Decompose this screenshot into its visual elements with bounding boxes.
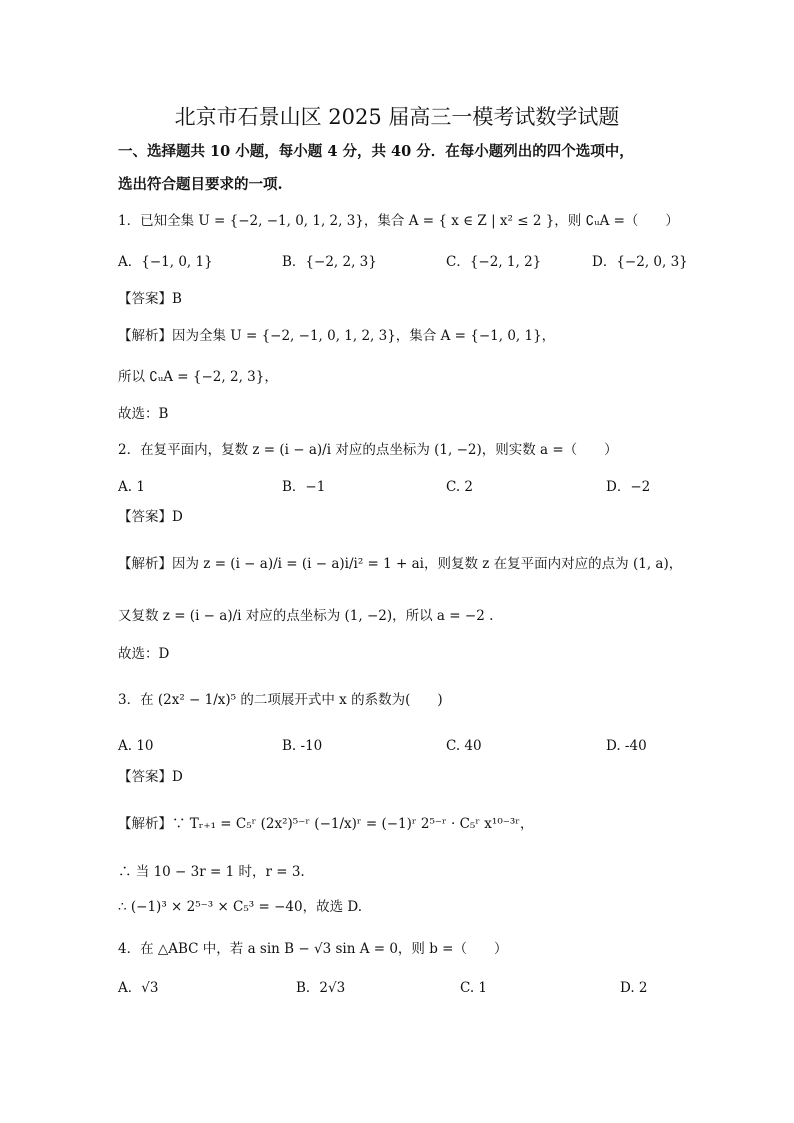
question-4-option-c: C. 1 [460,980,488,996]
question-2-option-c: C. 2 [446,479,474,495]
question-3-option-a: A. 10 [118,738,154,754]
question-2-option-d: D．−2 [606,479,651,495]
question-1-analysis-line-2: 所以 ∁ᵤA = {−2, 2, 3}， [118,369,278,385]
section-heading-line-2: 选出符合题目要求的一项. [118,176,283,193]
section-heading-line-1: 一、选择题共 10 小题，每小题 4 分，共 40 分．在每小题列出的四个选项中， [118,143,634,160]
question-1-answer: 【答案】B [118,291,182,307]
question-4-option-d: D. 2 [620,980,648,996]
page-title: 北京市石景山区 2025 届高三一模考试数学试题 [174,105,620,129]
question-2-answer: 【答案】D [118,509,183,525]
question-3-option-c: C. 40 [446,738,482,754]
question-2-option-a: A. 1 [118,479,145,495]
question-2-stem: 2．在复平面内，复数 z = (i − a)/i 对应的点坐标为 (1, −2)，则实数 a =（ ） [118,442,618,458]
question-2-analysis-line-1: 【解析】因为 z = (i − a)/i = (i − a)i/i² = 1 + ai，则复数 z 在复平面内对应的点为 (1, a)， [118,556,683,572]
question-1-analysis-line-3: 故选：B [118,406,169,422]
question-3-answer: 【答案】D [118,769,183,785]
question-3-analysis-line-3: ∴ (−1)³ × 2⁵⁻³ × C₅³ = −40，故选 D. [118,899,363,915]
question-1-analysis-line-1: 【解析】因为全集 U = {−2, −1, 0, 1, 2, 3}，集合 A = {−1, 0, 1}， [118,328,556,344]
question-2-option-b: B．−1 [282,479,326,495]
question-4-stem: 4．在 △ABC 中，若 a sin B − √3 sin A = 0，则 b =（ ） [118,941,508,957]
question-1-option-b: B．{−2, 2, 3} [282,254,377,270]
question-4-option-a: A．√3 [118,980,159,996]
question-1-option-c: C．{−2, 1, 2} [446,254,542,270]
question-3-analysis-line-1: 【解析】∵ Tᵣ₊₁ = C₅ʳ (2x²)⁵⁻ʳ (−1/x)ʳ = (−1)ʳ 2⁵⁻ʳ · C₅ʳ x¹⁰⁻³ʳ， [118,816,534,832]
question-3-stem: 3．在 (2x² − 1/x)⁵ 的二项展开式中 x 的系数为( ) [118,692,443,708]
question-1-stem: 1．已知全集 U = {−2, −1, 0, 1, 2, 3}，集合 A = { x ∈ Z | x² ≤ 2 }，则 ∁ᵤA =（ ） [118,213,679,229]
question-1-option-a: A．{−1, 0, 1} [118,254,213,270]
question-4-option-b: B．2√3 [296,980,346,996]
question-2-analysis-line-2: 又复数 z = (i − a)/i 对应的点坐标为 (1, −2)，所以 a = −2 . [118,608,494,624]
question-1-option-d: D．{−2, 0, 3} [592,254,688,270]
question-3-option-b: B. -10 [282,738,323,754]
question-2-analysis-line-3: 故选：D [118,646,170,662]
question-3-option-d: D. -40 [606,738,647,754]
question-3-analysis-line-2: ∴ 当 10 − 3r = 1 时，r = 3. [118,864,305,880]
